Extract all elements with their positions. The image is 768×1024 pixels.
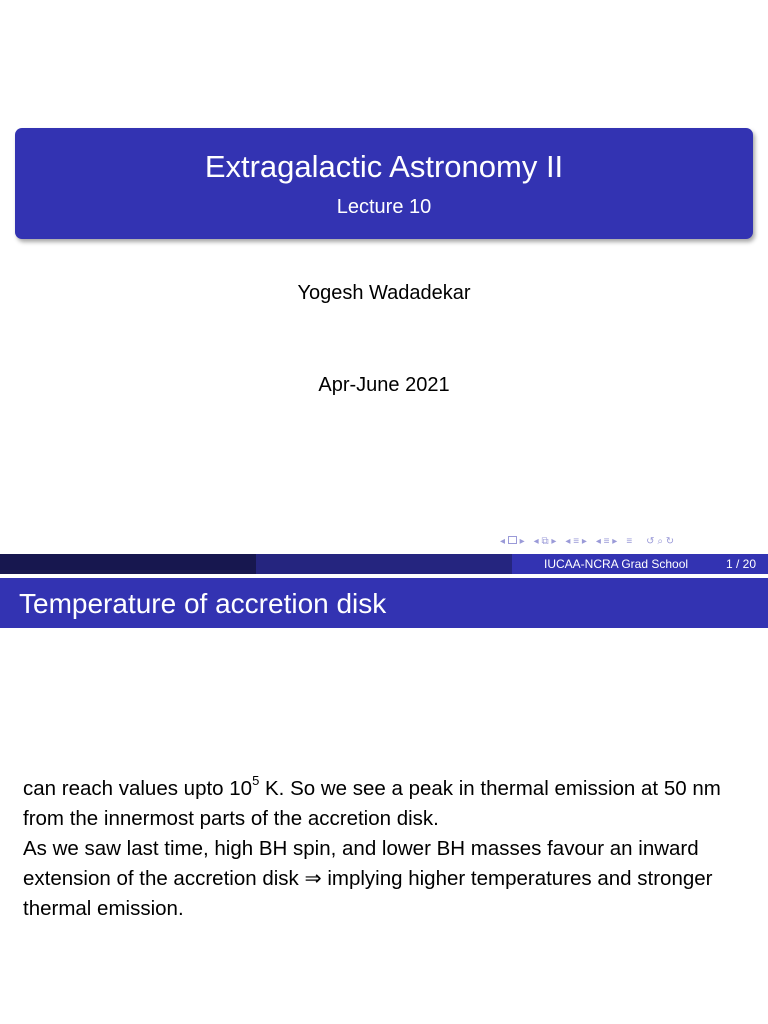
frame-title-bar — [0, 578, 768, 628]
exponent: 5 — [252, 773, 260, 789]
nav-back-icon[interactable]: ↺ — [646, 536, 655, 547]
presentation-title: Extragalactic Astronomy II — [204, 149, 564, 184]
author-name: Yogesh Wadadekar — [297, 282, 471, 304]
nav-frame-icon[interactable] — [508, 536, 517, 544]
nav-search-group[interactable] — [646, 534, 674, 550]
nav-section-icon[interactable]: ≡ — [573, 536, 580, 547]
frame-title: Temperature of accretion disk — [19, 588, 387, 619]
nav-align-icon[interactable]: ≡ — [626, 536, 633, 547]
nav-next-icon[interactable]: ▸ — [581, 536, 587, 547]
paragraph-1-start: can reach values upto 10 — [23, 777, 253, 800]
nav-frame-group[interactable] — [500, 534, 525, 550]
footer-left-segment — [0, 554, 256, 574]
nav-prev-icon[interactable]: ◂ — [533, 536, 539, 547]
nav-search-icon[interactable]: ⌕ — [657, 536, 663, 547]
nav-align-group[interactable] — [626, 534, 632, 550]
footer-middle-segment — [256, 554, 512, 574]
nav-prev-icon[interactable]: ◂ — [565, 536, 571, 547]
paragraph-1-end: K. So we see a peak in thermal emission at 50 nm from the innermost parts of the accretion disk. — [23, 777, 721, 830]
nav-next-icon[interactable]: ▸ — [612, 536, 618, 547]
nav-next-icon[interactable]: ▸ — [551, 536, 557, 547]
beamer-navigation-bar — [500, 534, 762, 550]
nav-forward-icon[interactable]: ↻ — [665, 536, 675, 547]
presentation-date: Apr-June 2021 — [318, 374, 450, 396]
nav-part-group[interactable] — [596, 534, 617, 550]
nav-prev-icon[interactable]: ◂ — [595, 536, 601, 547]
slide-body-text — [23, 774, 753, 924]
nav-next-icon[interactable]: ▸ — [519, 536, 525, 547]
slide-footer — [0, 554, 768, 574]
footer-right-segment — [512, 554, 768, 574]
nav-subsection-group[interactable] — [534, 534, 557, 550]
paragraph-2: As we saw last time, high BH spin, and lower BH masses favour an inward extension of the accretion disk ⇒ implying higher temperatures and stronger thermal emission. — [23, 837, 713, 920]
paragraph-1 — [23, 774, 753, 834]
footer-page-number: 1 / 20 — [725, 557, 756, 571]
nav-subsection-icon[interactable]: ⧉ — [541, 536, 549, 547]
presentation-subtitle: Lecture 10 — [336, 196, 432, 218]
title-box — [15, 128, 753, 239]
footer-school-name: IUCAA-NCRA Grad School — [544, 557, 689, 571]
nav-section-icon[interactable]: ≡ — [603, 536, 610, 547]
nav-section-group[interactable] — [565, 534, 586, 550]
nav-prev-icon[interactable]: ◂ — [500, 536, 506, 547]
